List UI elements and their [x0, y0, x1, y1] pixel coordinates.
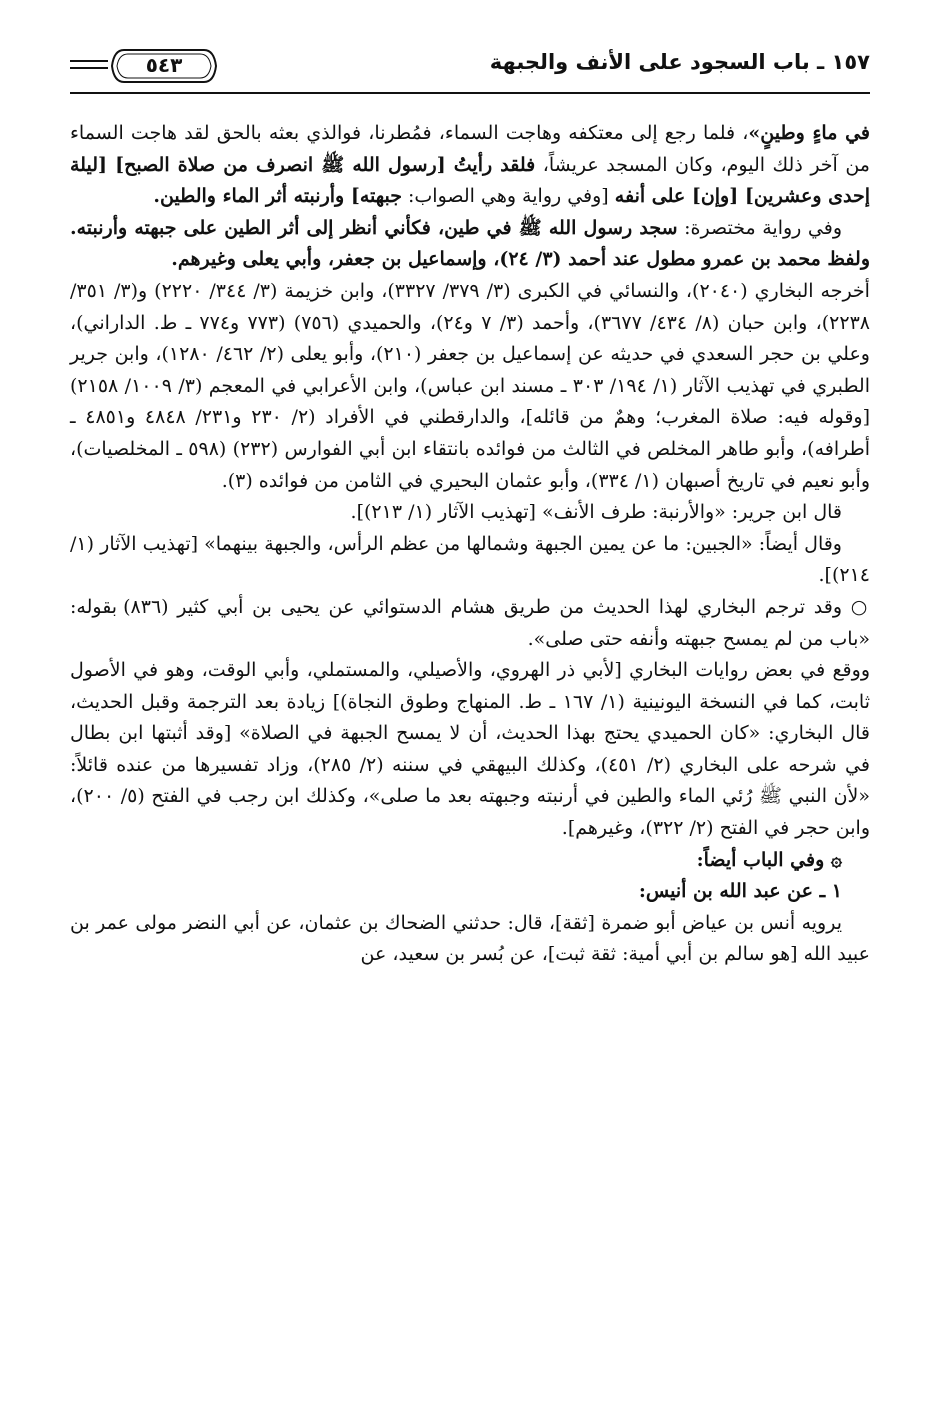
text-run: في ماءٍ وطينٍ»	[748, 122, 870, 144]
text-run: سجد رسول الله ﷺ في طين، فكأني أنظر إلى أثر الطين على جبهته وأرنبته. ولفظ محمد بن عمرو مطول عند أحمد (٣/ ٢٤)، وإسماعيل بن جعفر، وأبي يعلى وغيرهم.	[70, 216, 870, 271]
text-run: ○ وقد ترجم البخاري لهذا الحديث من طريق هشام الدستوائي عن يحيى بن أبي كثير (٨٣٦) بقوله: «باب من لم يمسح جبهته وأنفه حتى صلى».	[70, 595, 870, 650]
text-run: وفي رواية مختصرة:	[677, 216, 843, 239]
paragraph	[70, 876, 870, 908]
text-run: ١ ـ عن عبد الله بن أنيس:	[638, 880, 842, 903]
paragraph	[70, 845, 870, 877]
text-run: ۞ وفي الباب أيضاً:	[696, 848, 842, 871]
text-run: [وفي رواية وهي الصواب:	[401, 185, 615, 208]
text-run: أخرجه البخاري (٢٠٤٠)، والنسائي في الكبرى (٣/ ٣٧٩/ ٣٣٢٧)، وابن خزيمة (٣/ ٣٤٤/ ٢٢٢٠) و(٣/ ٣٥١/ ٢٢٣٨)، وابن حبان (٨/ ٤٣٤/ ٣٦٧٧)، وأحمد (٣/ ٧ و٢٤)، والحميدي (٧٥٦) (٧٧٣ و٧٧٤ ـ ط. الداراني)، وعلي بن حجر السعدي في حديثه عن إسماعيل بن جعفر (٢١٠)، وأبو يعلى (٢/ ٤٦٢/ ١٢٨٠)، وابن جرير الطبري في تهذيب الآثار (١/ ١٩٤/ ٣٠٣ ـ مسند ابن عباس)، وابن الأعرابي في المعجم (٣/ ١٠٠٩/ ٢١٥٨) [وقوله فيه: صلاة المغرب؛ وهمٌ من قائله]، والدارقطني في الأفراد (٢/ ٢٣٠ و٢٣١/ ٤٨٤٨ و٤٨٥١ ـ أطرافه)، وأبو طاهر المخلص في الثالث من فوائده بانتقاء ابن أبي الفوارس (٢٣٢) (٥٩٨ ـ المخلصيات)، وأبو نعيم في تاريخ أصبهان (١/ ٣٣٤)، وأبو عثمان البحيري في الثامن من فوائده (٣).	[70, 279, 870, 492]
paragraph	[70, 276, 870, 497]
text-run: يرويه أنس بن عياض أبو ضمرة [ثقة]، قال: حدثني الضحاك بن عثمان، عن أبي النضر مولى عمر بن عبيد الله [هو سالم بن أبي أمية: ثقة ثبت]، عن بُسر بن سعيد، عن	[70, 911, 870, 966]
chapter-title: ١٥٧ ـ باب السجود على الأنف والجبهة	[489, 50, 870, 74]
paragraph	[70, 497, 870, 529]
page-header	[70, 44, 870, 94]
page-body	[70, 118, 870, 971]
paragraph	[70, 655, 870, 845]
page-number: ٥٤٣	[145, 53, 183, 77]
header-double-rule	[70, 60, 108, 69]
paragraph	[70, 908, 870, 971]
paragraph	[70, 592, 870, 655]
text-run: قال ابن جرير: «والأرنبة: طرف الأنف» [تهذيب الآثار (١/ ٢١٣)].	[350, 501, 842, 524]
header-rule	[70, 92, 870, 94]
paragraph	[70, 213, 870, 276]
text-run: فلقد رأيتُ [رسول الله ﷺ انصرف من صلاة الصبح] [ليلة إحدى وعشرين] [وإن] على أنفه	[70, 153, 870, 208]
paragraph	[70, 118, 870, 213]
text-run: جبهته] وأرنبته أثر الماء والطين.	[153, 185, 402, 208]
text-run: ووقع في بعض روايات البخاري [لأبي ذر الهروي، والأصيلي، والمستملي، وأبي الوقت، وهو في الأصول ثابت، كما في النسخة اليونينية (١/ ١٦٧ ـ ط. المنهاج وطوق النجاة)] زيادة بعد الترجمة وقبل الحديث، قال البخاري: «كان الحميدي يحتج بهذا الحديث، أن لا يمسح الجبهة في الصلاة» [وقد أثبتها ابن بطال في شرحه على البخاري (٢/ ٤٥١)، وكذلك البيهقي في سننه (٢/ ٢٨٥)، وزاد تفسيرها من عنده قائلاً: «لأن النبي ﷺ رُئي الماء والطين في أرنبته وجبهته بعد ما صلى»، وكذلك ابن رجب في الفتح (٥/ ٢٠٠)، وابن حجر في الفتح (٢/ ٣٢٢)، وغيرهم].	[70, 659, 871, 840]
paragraph	[70, 529, 870, 592]
text-run: ، فلما رجع إلى معتكفه وهاجت السماء، فمُطرنا، فوالذي بعثه بالحق لقد هاجت السماء من آخر ذلك اليوم، وكان المسجد عريشاً،	[70, 122, 870, 176]
text-run: وقال أيضاً: «الجبين: ما عن يمين الجبهة وشمالها من عظم الرأس، والجبهة بينهما» [تهذيب الآثار (١/ ٢١٤)].	[70, 532, 870, 587]
page-number-badge	[110, 48, 218, 84]
